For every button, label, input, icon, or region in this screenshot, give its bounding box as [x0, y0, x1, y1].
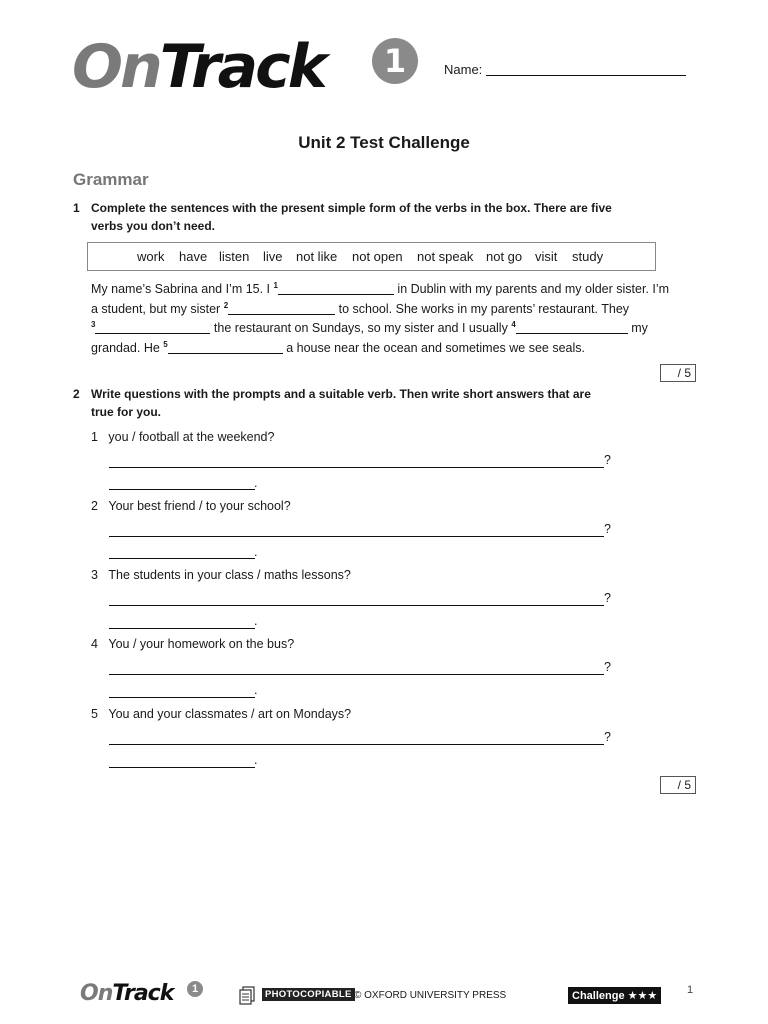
gap-blank-5[interactable]: [168, 341, 283, 354]
paragraph-text: a student, but my sister: [91, 301, 224, 316]
q2-item-2: [91, 499, 291, 513]
short-answer-line[interactable]: [109, 697, 255, 698]
item-prompt: you / football at the weekend?: [108, 430, 275, 444]
q2-instruction: [91, 385, 591, 421]
short-answer-line[interactable]: [109, 558, 255, 559]
period-mark: .: [254, 545, 258, 559]
photocopy-icon: [238, 986, 256, 1006]
question-answer-line[interactable]: [109, 605, 604, 606]
q1-instruction-line2: verbs you don’t need.: [91, 219, 216, 233]
gap-number: 1: [273, 281, 278, 290]
item-prompt: The students in your class / maths lessons?: [108, 568, 351, 582]
paragraph-text: My name’s Sabrina and I’m 15. I: [91, 282, 274, 296]
item-number: 1: [91, 430, 98, 444]
gap-blank-4[interactable]: [516, 321, 628, 334]
period-mark: .: [254, 753, 258, 767]
word-box-item: not speak: [417, 249, 474, 264]
q2-item-1: [91, 430, 274, 444]
item-prompt: You and your classmates / art on Mondays?: [108, 707, 352, 721]
item-prompt: You / your homework on the bus?: [108, 637, 295, 651]
q2-score-box[interactable]: [660, 776, 696, 794]
q2-item-3: [91, 568, 351, 582]
q1-score-box[interactable]: [660, 364, 696, 382]
q2-item-4: [91, 637, 294, 651]
word-box-item: work: [137, 249, 165, 264]
gap-number: 2: [223, 300, 229, 310]
period-mark: .: [254, 614, 258, 628]
item-number: 3: [91, 568, 98, 582]
question-answer-line[interactable]: [109, 536, 604, 537]
paragraph-text: my: [627, 321, 648, 335]
word-box-item: not go: [486, 249, 523, 264]
gap-blank-1[interactable]: [278, 282, 394, 295]
gap-number: 3: [91, 320, 96, 329]
q2-number: 2: [73, 387, 80, 401]
word-box: [87, 242, 656, 271]
name-label: Name:: [444, 62, 483, 77]
level-badge: 1: [372, 38, 418, 84]
logo-on-text: On: [72, 32, 160, 102]
page-number: 1: [687, 984, 694, 996]
question-mark: ?: [604, 730, 611, 744]
challenge-badge: Challenge ★★★: [568, 987, 661, 1004]
q2-score: / 5: [677, 778, 691, 792]
short-answer-line[interactable]: [109, 628, 255, 629]
word-box-item: not open: [352, 249, 403, 264]
q2-instruction-line1: Write questions with the prompts and a suitable verb. Then write short answers that are: [91, 387, 591, 401]
item-number: 5: [91, 707, 98, 721]
word-box-item: visit: [535, 249, 558, 264]
word-box-item: have: [179, 249, 208, 264]
logo-track-text: Track: [159, 32, 325, 102]
short-answer-line[interactable]: [109, 489, 255, 490]
name-field: [444, 62, 686, 77]
on-track-logo: [72, 32, 417, 106]
question-answer-line[interactable]: [109, 744, 604, 745]
footer-logo-track: Track: [112, 981, 174, 1006]
q1-instruction: [91, 199, 612, 235]
gap-blank-3[interactable]: [95, 321, 210, 334]
footer-logo-on: On: [80, 981, 113, 1006]
word-box-item: live: [263, 249, 283, 264]
question-answer-line[interactable]: [109, 674, 604, 675]
name-line[interactable]: [486, 75, 686, 76]
gap-number: 5: [163, 339, 168, 349]
q2-instruction-line2: true for you.: [91, 405, 162, 419]
item-number: 4: [91, 637, 98, 651]
word-box-item: listen: [219, 249, 250, 264]
q2-item-5: [91, 707, 351, 721]
q1-instruction-line1: Complete the sentences with the present simple form of the verbs in the box. There are five: [91, 201, 612, 215]
paragraph-text: in Dublin with my parents and my older sister. I’m: [393, 282, 670, 296]
section-heading: Grammar: [73, 170, 149, 189]
paragraph-text: grandad. He: [91, 340, 164, 355]
item-prompt: Your best friend / to your school?: [108, 499, 291, 513]
page-title: Unit 2 Test Challenge: [298, 133, 470, 152]
short-answer-line[interactable]: [109, 767, 255, 768]
gap-number: 4: [511, 320, 516, 329]
period-mark: .: [254, 683, 258, 697]
period-mark: .: [254, 476, 258, 490]
question-answer-line[interactable]: [109, 467, 604, 468]
q1-score: / 5: [677, 366, 691, 380]
item-number: 2: [91, 499, 98, 513]
question-mark: ?: [604, 522, 611, 536]
question-mark: ?: [604, 660, 611, 674]
word-box-item: study: [572, 249, 604, 264]
paragraph-text: to school. She works in my parents’ restaurant. They: [335, 301, 630, 316]
question-mark: ?: [604, 591, 611, 605]
paragraph-text: the restaurant on Sundays, so my sister and I usually: [210, 321, 512, 335]
photocopiable-badge: PHOTOCOPIABLE: [262, 988, 355, 1001]
publisher-credit: © OXFORD UNIVERSITY PRESS: [354, 990, 507, 1001]
paragraph-text: a house near the ocean and sometimes we see seals.: [282, 340, 585, 355]
gap-blank-2[interactable]: [228, 302, 335, 315]
footer-logo: [80, 981, 173, 1006]
footer-level-badge: 1: [187, 981, 203, 997]
gap-fill-paragraph: [91, 280, 691, 358]
q1-number: 1: [73, 201, 80, 215]
question-mark: ?: [604, 453, 611, 467]
word-box-item: not like: [296, 249, 338, 264]
